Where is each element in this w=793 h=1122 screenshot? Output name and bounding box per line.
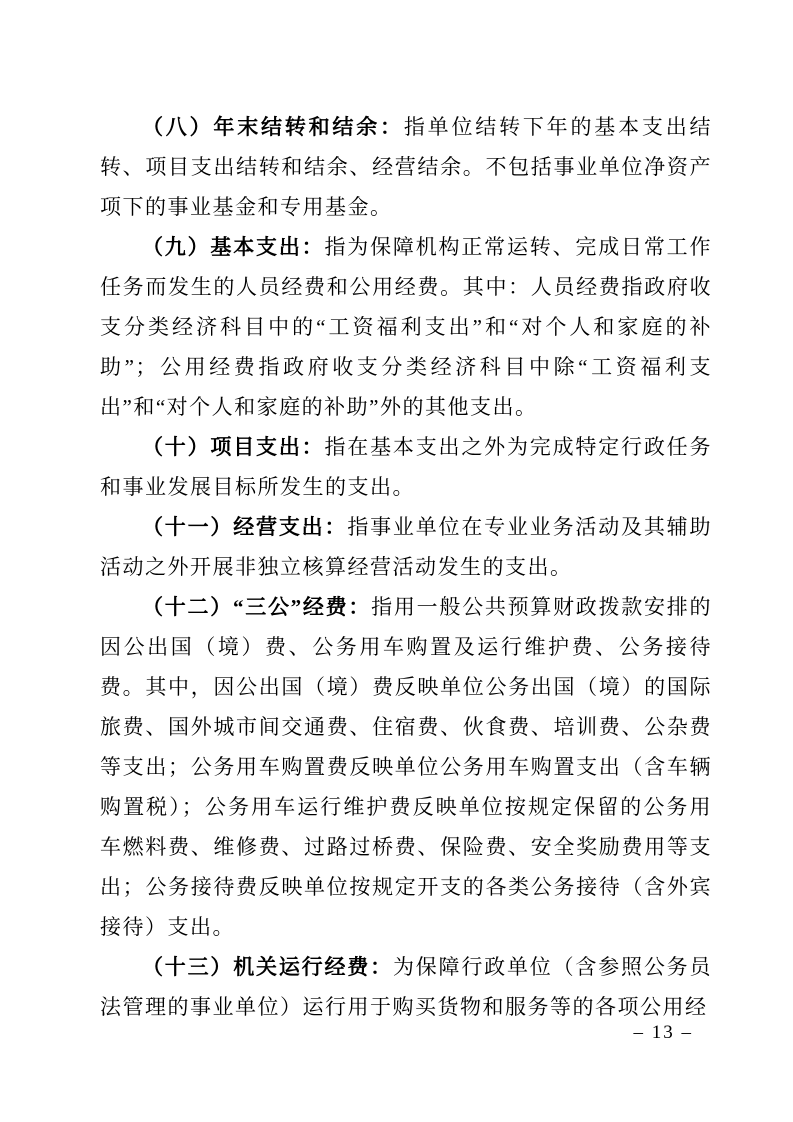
paragraph-heading: （十三）机关运行经费： [142, 955, 393, 979]
paragraph [100, 107, 712, 227]
paragraph-body: 指为保障机构正常运转、完成日常工作任务而发生的人员经费和公用经费。其中：人员经费指政府收支分类经济科目中的“工资福利支出”和“对个人和家庭的补助”；公用经费指政府收支分类经济科目中除“工资福利支出”和“对个人和家庭的补助”外的其他支出。 [100, 235, 712, 419]
paragraph-body: 为保障行政单位（含参照公务员法管理的事业单位）运行用于购买货物和服务等的各项公用经 [100, 955, 712, 1019]
paragraph [100, 587, 712, 947]
paragraph [100, 947, 712, 1027]
paragraph [100, 227, 712, 427]
page-number: – 13 – [633, 1022, 693, 1043]
paragraph [100, 507, 712, 587]
paragraph-body: 指在基本支出之外为完成特定行政任务和事业发展目标所发生的支出。 [100, 435, 712, 499]
paragraph-heading: （十）项目支出： [142, 435, 325, 459]
paragraph [100, 427, 712, 507]
paragraph-body: 指用一般公共预算财政拨款安排的因公出国（境）费、公务用车购置及运行维护费、公务接待费。其中，因公出国（境）费反映单位公务出国（境）的国际旅费、国外城市间交通费、住宿费、伙食费、培训费、公杂费等支出；公务用车购置费反映单位公务用车购置支出（含车辆购置税）；公务用车运行维护费反映单位按规定保留的公务用车燃料费、维修费、过路过桥费、保险费、安全奖励费用等支出；公务接待费反映单位按规定开支的各类公务接待（含外宾接待）支出。 [100, 595, 712, 939]
paragraph-heading: （十二）“三公”经费： [142, 595, 372, 619]
paragraph-body: 指事业单位在专业业务活动及其辅助活动之外开展非独立核算经营活动发生的支出。 [100, 515, 712, 579]
paragraph-heading: （十一）经营支出： [142, 515, 348, 539]
paragraph-body: 指单位结转下年的基本支出结转、项目支出结转和结余、经营结余。不包括事业单位净资产项下的事业基金和专用基金。 [100, 115, 713, 219]
document-body [100, 107, 712, 1027]
paragraph-heading: （八）年末结转和结余： [142, 115, 404, 139]
paragraph-heading: （九）基本支出： [142, 235, 325, 259]
